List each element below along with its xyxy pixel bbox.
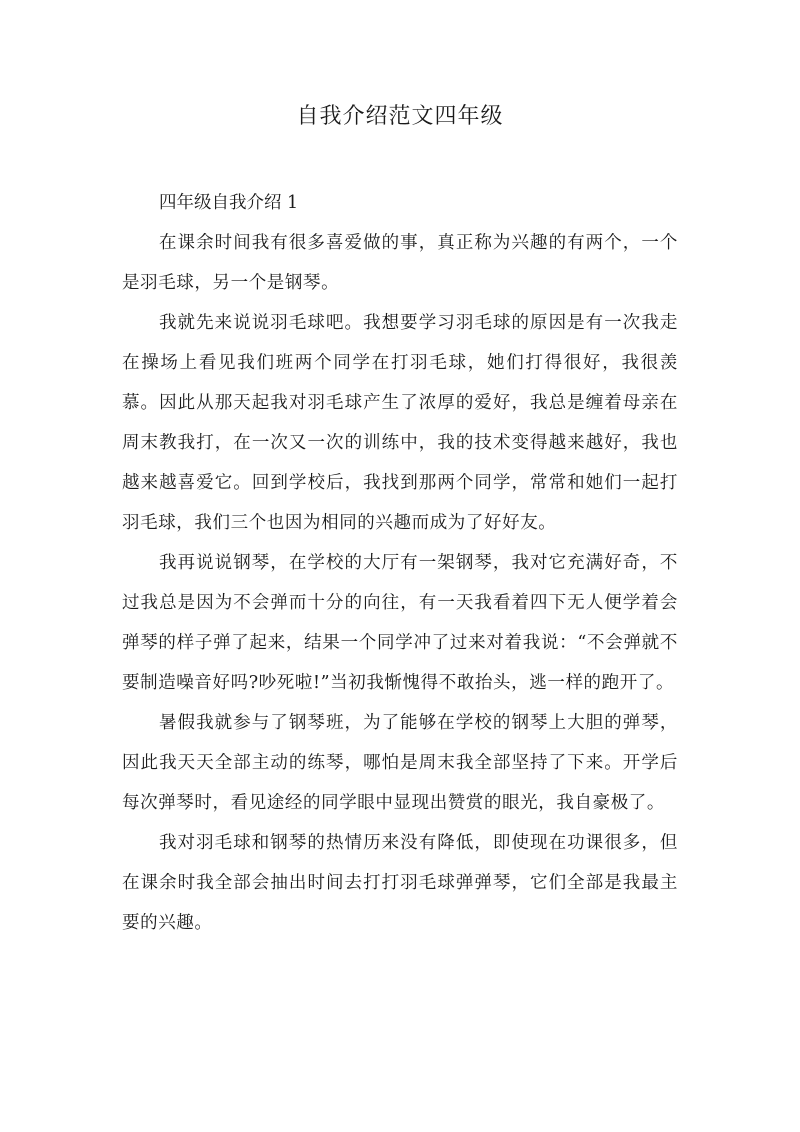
document-body [122, 186, 678, 943]
paragraph-1: 在课余时间我有很多喜爱做的事，真正称为兴趣的有两个，一个是羽毛球，另一个是钢琴。 [122, 233, 678, 293]
paragraph-4: 暑假我就参与了钢琴班，为了能够在学校的钢琴上大胆的弹琴，因此我天天全部主动的练琴，哪怕是周末我全部坚持了下来。开学后每次弹琴时，看见途经的同学眼中显现出赞赏的眼光，我自豪极了。 [122, 713, 678, 813]
paragraph-2: 我就先来说说羽毛球吧。我想要学习羽毛球的原因是有一次我走在操场上看见我们班两个同学在打羽毛球，她们打得很好，我很羡慕。因此从那天起我对羽毛球产生了浓厚的爱好，我总是缠着母亲在周末教我打，在一次又一次的训练中，我的技术变得越来越好，我也越来越喜爱它。回到学校后，我找到那两个同学，常常和她们一起打羽毛球，我们三个也因为相同的兴趣而成为了好好友。 [122, 313, 678, 533]
paragraph-3: 我再说说钢琴，在学校的大厅有一架钢琴，我对它充满好奇，不过我总是因为不会弹而十分的向往，有一天我看着四下无人便学着会弹琴的样子弹了起来，结果一个同学冲了过来对着我说：“不会弹就不要制造噪音好吗?吵死啦!”当初我惭愧得不敢抬头，逃一样的跑开了。 [122, 553, 678, 693]
section-heading: 四年级自我介绍 1 [159, 193, 299, 213]
paragraph-5: 我对羽毛球和钢琴的热情历来没有降低，即使现在功课很多，但在课余时我全部会抽出时间去打打羽毛球弹弹琴，它们全部是我最主要的兴趣。 [122, 833, 678, 933]
document-title: 自我介绍范文四年级 [296, 104, 504, 129]
